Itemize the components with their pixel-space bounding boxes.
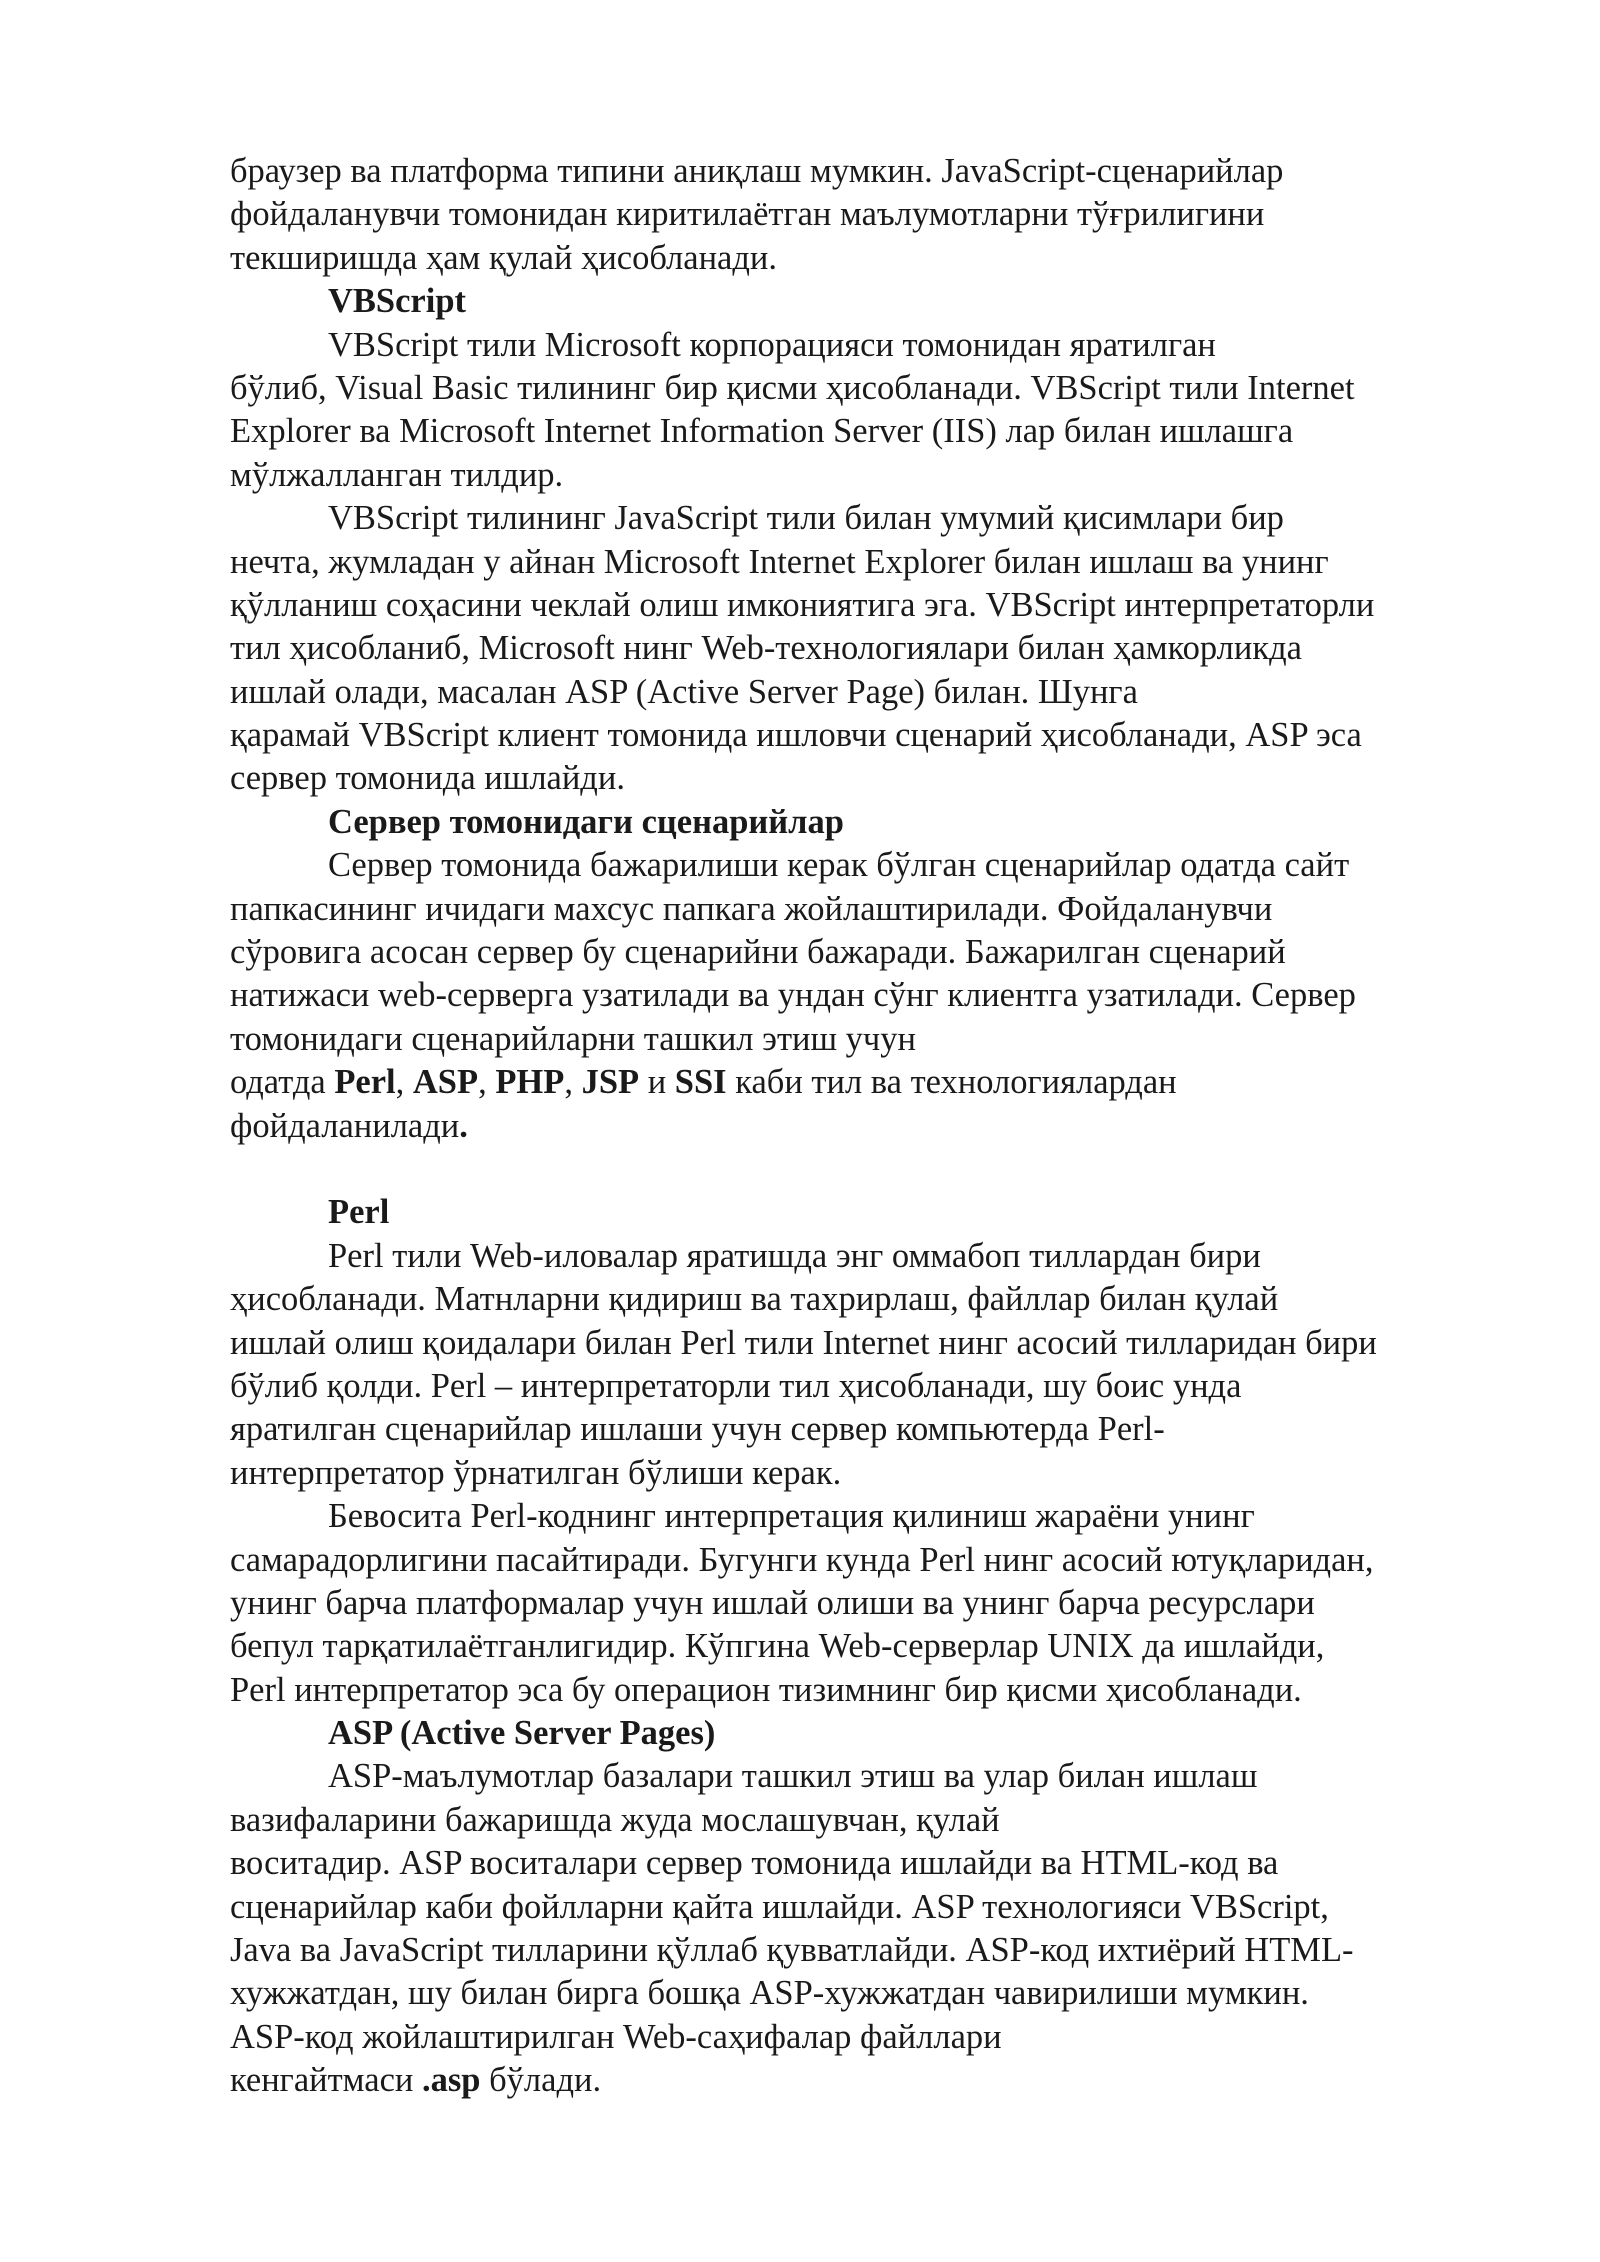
section-heading-vbscript: VBScript <box>328 282 466 321</box>
text-span: каби тил ва технологиялардан <box>726 1063 1177 1102</box>
text-line: бўлиб, Visual Basic тилининг бир қисми ҳисобланади. VBScript тили Internet <box>230 368 1355 407</box>
text-line: Explorer ва Microsoft Internet Information Server (IIS) лар билан ишлашга <box>230 412 1294 451</box>
text-line: ASP-код жойлаштирилган Web-саҳифалар файллари <box>230 2017 1002 2056</box>
text-line: хужжатдан, шу билан бирга бошқа ASP-хужжатдан чавирилиши мумкин. <box>230 1974 1309 2013</box>
text-line: текширишда ҳам қулай ҳисобланади. <box>230 238 777 277</box>
text-line: интерпретатор ўрнатилган бўлиши керак. <box>230 1453 842 1492</box>
text-line: папкасининг ичидаги махсус папкага жойлаштирилади. Фойдаланувчи <box>230 889 1273 928</box>
blank-line <box>230 1148 1490 1191</box>
text-span: бўлади. <box>480 2061 602 2100</box>
tech-jsp: JSP <box>581 1063 640 1102</box>
text-line: қўлланиш соҳасини чеклай олиш имкониятига эга. VBScript интерпретаторли <box>230 585 1375 624</box>
section-heading-perl: Perl <box>328 1193 390 1232</box>
section-heading-server-scripts: Сервер томонидаги сценарийлар <box>328 802 844 841</box>
text-line: бепул тарқатилаётганлигидир. Кўпгина Web-серверлар UNIX да ишлайди, <box>230 1627 1325 1666</box>
text-span: фойдаланилади <box>230 1106 460 1145</box>
text-line: бўлиб қолди. Perl – интерпретаторли тил ҳисобланади, шу боис унда <box>230 1366 1242 1405</box>
file-extension: .asp <box>422 2061 481 2100</box>
text-line: Бевосита Perl-коднинг интерпретация қилиниш жараёни унинг <box>328 1497 1255 1536</box>
text-line: Java ва JavaScript тилларини қўллаб қувватлайди. ASP-код ихтиёрий HTML- <box>230 1931 1354 1970</box>
text-line: қарамай VBScript клиент томонида ишловчи сценарий ҳисобланади, ASP эса <box>230 716 1362 755</box>
text-line: Perl тили Web-иловалар яратишда энг оммабоп тиллардан бири <box>328 1236 1261 1275</box>
text-span: и <box>639 1063 675 1102</box>
text-line: самарадорлигини пасайтиради. Бугунги кунда Perl нинг асосий ютуқларидан, <box>230 1540 1374 1579</box>
text-line: воситадир. ASP воситалари сервер томонида ишлайди ва HTML-код ва <box>230 1844 1279 1883</box>
text-line: сервер томонида ишлайди. <box>230 759 625 798</box>
text-line: ишлай олади, масалан ASP (Active Server Page) билан. Шунга <box>230 672 1138 711</box>
text-line: томонидаги сценарийларни ташкил этиш учун <box>230 1019 916 1058</box>
text-line <box>230 1105 1490 1148</box>
text-line: унинг барча платформалар учун ишлай олиши ва унинг барча ресурслари <box>230 1583 1315 1622</box>
text-span: , <box>564 1063 582 1102</box>
text-span: , <box>395 1063 413 1102</box>
text-line: ишлай олиш қоидалари билан Perl тили Internet нинг асосий тилларидан бири <box>230 1323 1377 1362</box>
text-span: кенгайтмаси <box>230 2061 422 2100</box>
text-span: одатда <box>230 1063 335 1102</box>
text-line: ҳисобланади. Матнларни қидириш ва тахрирлаш, файллар билан қулай <box>230 1280 1279 1319</box>
tech-ssi: SSI <box>674 1063 727 1102</box>
text-line: сўровига асосан сервер бу сценарийни бажаради. Бажарилган сценарий <box>230 933 1286 972</box>
text-line: браузер ва платформа типини аниқлаш мумкин. JavaScript-сценарийлар <box>230 152 1284 190</box>
text-line: вазифаларини бажаришда жуда мослашувчан, қулай <box>230 1800 1000 1839</box>
text-line: мўлжалланган тилдир. <box>230 455 564 494</box>
text-line: Сервер томонида бажарилиши керак бўлган сценарийлар одатда сайт <box>328 846 1350 885</box>
text-span: , <box>478 1063 496 1102</box>
text-line: яратилган сценарийлар ишлаши учун сервер компьютерда Perl- <box>230 1410 1165 1449</box>
text-line: нечта, жумладан у айнан Microsoft Internet Explorer билан ишлаш ва унинг <box>230 542 1329 581</box>
tech-list-line <box>230 1061 1490 1104</box>
text-span: . <box>459 1106 468 1145</box>
tech-php: PHP <box>495 1063 565 1102</box>
tech-perl: Perl <box>334 1063 396 1102</box>
text-line <box>230 2059 1490 2102</box>
text-line: VBScript тили Microsoft корпорацияси томонидан яратилган <box>328 325 1216 364</box>
text-line: фойдаланувчи томонидан киритилаётган маълумотларни тўғрилигини <box>230 195 1265 234</box>
text-line: ASP-маълумотлар базалари ташкил этиш ва улар билан ишлаш <box>328 1757 1258 1796</box>
tech-asp: ASP <box>412 1063 479 1102</box>
text-line: тил ҳисобланиб, Microsoft нинг Web-технологиялари билан ҳамкорликда <box>230 629 1302 668</box>
text-line: VBScript тилининг JavaScript тили билан умумий қисимлари бир <box>328 499 1284 538</box>
text-line: сценарийлар каби фойлларни қайта ишлайди. ASP технологияси VBScript, <box>230 1887 1329 1926</box>
section-heading-asp: ASP (Active Server Pages) <box>328 1714 716 1753</box>
text-line: Perl интерпретатор эса бу операцион тизимнинг бир қисми ҳисобланади. <box>230 1670 1302 1709</box>
text-line: натижаси web-серверга узатилади ва ундан сўнг клиентга узатилади. Сервер <box>230 976 1356 1015</box>
